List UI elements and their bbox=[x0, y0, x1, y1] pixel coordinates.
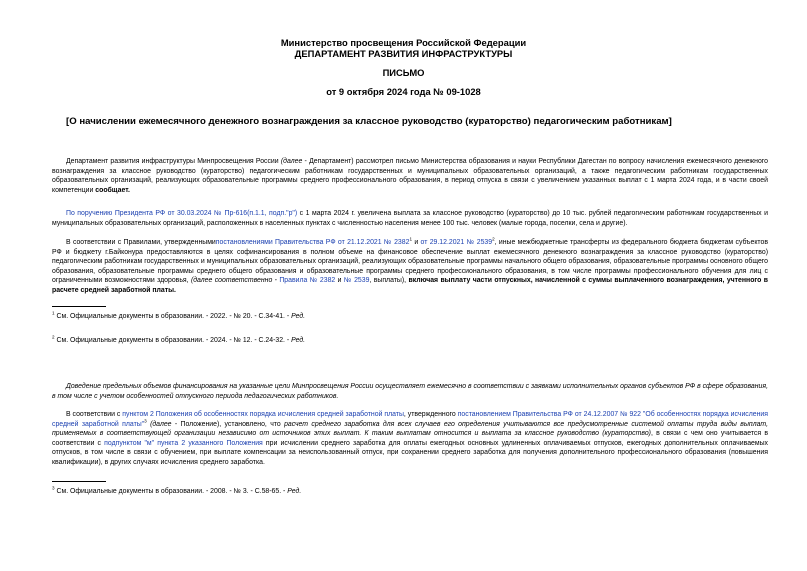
subpoint-m-link[interactable]: подпунктом "м" пункта 2 указанного Положения bbox=[104, 439, 263, 447]
footnote-ref-2: 2 bbox=[492, 236, 495, 242]
decree-2382-link[interactable]: постановлениями Правительства РФ от 21.12.2021 № 2382 bbox=[215, 239, 410, 246]
footnote-3: $^3$ См. Официальные документы в образовании. - 2008. - № 3. - С.58-65. - Ред. bbox=[52, 485, 302, 495]
decree-922-link[interactable]: постановлением Правительства РФ от 24.12.2007 № 922 "Об особенностях порядка исчисления средней заработной платы" bbox=[52, 411, 768, 428]
document-subject: [О начислении ежемесячного денежного вознаграждения за классное руководство (кураторство) педагогическим работникам] bbox=[66, 116, 672, 127]
rules-2382-link[interactable]: Правила № 2382 bbox=[279, 277, 336, 285]
footnote-1: $^1$ См. Официальные документы в образовании. - 2022. - № 20. - С.34-41. - Ред. bbox=[52, 310, 306, 320]
decree-2539-link[interactable]: от 29.12.2021 № 2539 bbox=[420, 239, 493, 246]
paragraph-5: В соответствии с пунктом 2 Положения об особенностях порядка исчисления средней заработной платы, утвержденного постановлением Правительства РФ от 24.12.2007 № 922 "Об особенностях порядка исчисления средней заработной платы"$^3$ (далее - Положение), установлено, что расчет среднего заработка для всех случаев его определения учитываются все предусмотренные системой оплаты труда виды выплат, применяемых в соответствующей организации независимо от источников этих выплат. К таким выплатам относится и выплата за классное руководство (кураторство), в связи с чем оно учитывается в соответствии с подпунктом "м" пункта 2 указанного Положения при исчислении среднего заработка для оплаты ежегодных основных удлиненных оплачиваемых отпусков, ежегодных дополнительных оплачиваемых отпусков, в том числе в связи с обучением, при выплате компенсации за неиспользованный отпуск, при сохранении среднего заработка для получения дополнительного профессионального образования (повышения квалификации), в других случаях исчисления среднего заработка. bbox=[52, 411, 769, 466]
president-order-link[interactable]: По поручению Президента РФ от 30.03.2024 № Пр-616(п.1.1, подп."р") bbox=[66, 210, 298, 217]
footnote-ref-3: 3 bbox=[144, 418, 147, 424]
document-type: ПИСЬМО bbox=[382, 67, 425, 78]
footnote-divider-2 bbox=[52, 481, 106, 482]
footnote-ref-1: 1 bbox=[409, 236, 412, 242]
paragraph-1: Департамент развития инфраструктуры Минпросвещения России (далее - Департамент) рассмотрел письмо Министерства образования и науки Республики Дагестан по вопросу начисления ежемесячного денежного вознаграждения за классное руководство (кураторство) педагогическим работникам государственных и муниципальных образовательных организаций, а также педагогическим работникам государственных образовательных организаций, реализующих образовательные программы среднего профессионального образования, в период отпуска в связи с увеличением указанных выплат с 1 марта 2024 года, и в части своей компетенции сообщает. bbox=[52, 158, 768, 194]
ministry-name: Министерство просвещения Российской Федерации bbox=[280, 37, 527, 48]
rules-2539-link[interactable]: № 2539 bbox=[343, 277, 370, 285]
paragraph-3: В соответствии с Правилами, утвержденнымипостановлениями Правительства РФ от 21.12.2021 № 2382$^1$ и от 29.12.2021 № 2539$^2$, иные межбюджетные трансферты из федерального бюджета бюджетам субъектов РФ и бюджету г.Байконура предоставляются в целях софинансирования в полном объеме на финансовое обеспечение выплат ежемесячного денежного вознаграждения за классное руководство (кураторство) педагогическим работникам государственных и муниципальных образовательных организаций, реализующих образовательные программы начального общего образования, образовательные программы основного общего образования, образовательные программы среднего общего образования и образовательные программы среднего профессионального образования, в том числе программы профессионального обучения для лиц с ограниченными возможностями здоровья, (далее соответственно - Правила № 2382 и № 2539, выплаты), включая выплату части отпускных, начисленной с суммы выплаченного вознаграждения, учтенного в расчете средней заработной платы. bbox=[52, 236, 769, 294]
document-date: от 9 октября 2024 года № 09-1028 bbox=[326, 86, 481, 97]
footnote-2: $^2$ См. Официальные документы в образовании. - 2024. - № 12. - С.24-32. - Ред. bbox=[52, 334, 306, 344]
paragraph-2: По поручению Президента РФ от 30.03.2024 № Пр-616(п.1.1, подп."р") с 1 марта 2024 г. увеличена выплата за классное руководство (кураторство) до 10 тыс. рублей педагогическим работникам государственных и муниципальных образовательных организаций, расположенных в населенных пунктах с численностью населения менее 100 тыс. человек (малые города, поселки, села и другие). bbox=[52, 210, 768, 227]
paragraph-4: Доведение предельных объемов финансирования на указанные цели Минпросвещения России осуществляет ежемесячно в соответствии с заявками исполнительных органов субъектов РФ в сфере образования, в том числе с учетом особенностей отпускного периода педагогических работников. bbox=[52, 383, 768, 400]
regulation-point-2-link[interactable]: пунктом 2 Положения об особенностях порядка исчисления средней заработной платы bbox=[122, 411, 404, 418]
department-name: ДЕПАРТАМЕНТ РАЗВИТИЯ ИНФРАСТРУКТУРЫ bbox=[294, 48, 513, 59]
footnote-divider bbox=[52, 306, 106, 307]
